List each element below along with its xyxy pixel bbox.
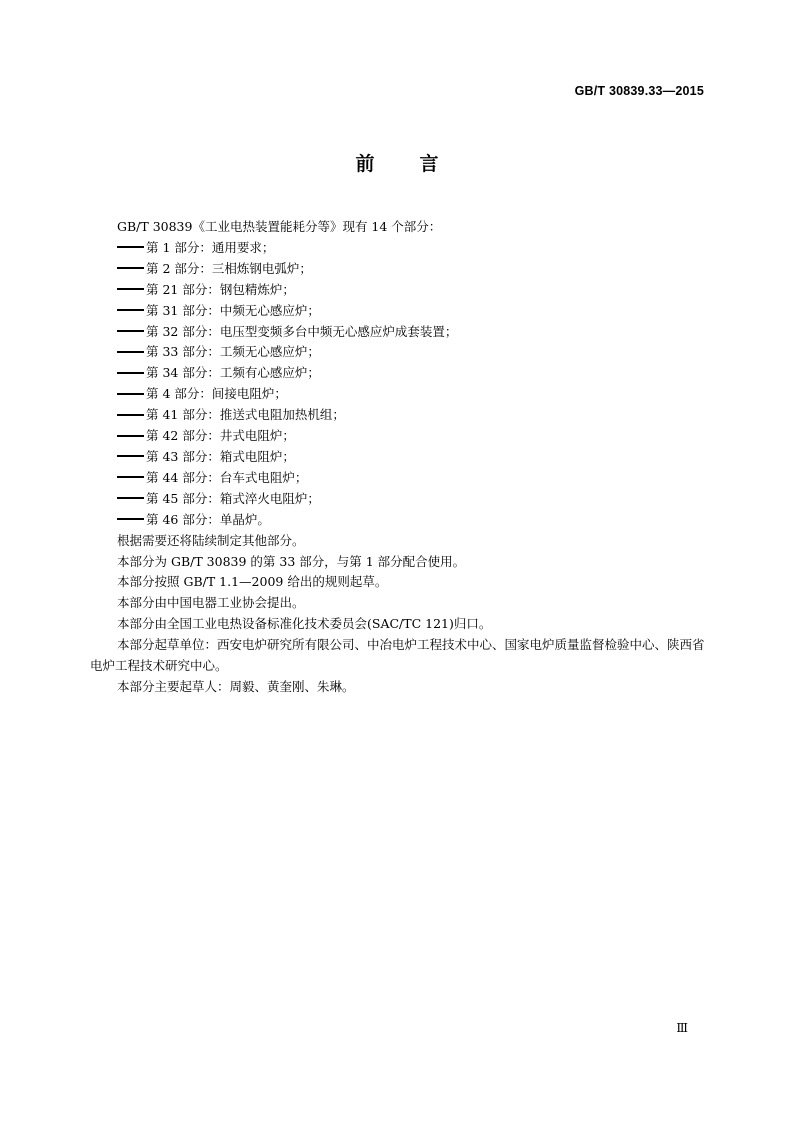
- paragraph-future-parts: 根据需要还将陆续制定其他部分。: [117, 532, 305, 548]
- list-item: 第 1 部分：通用要求；: [90, 238, 706, 259]
- list-item: 第 41 部分：推送式电阻加热机组；: [90, 405, 706, 426]
- list-item: 第 32 部分：电压型变频多台中频无心感应炉成套装置；: [90, 322, 706, 343]
- foreword-body: [90, 217, 706, 698]
- list-item: 第 4 部分：间接电阻炉；: [90, 384, 706, 405]
- paragraph-scope: 本部分为 GB/T 30839 的第 33 部分，与第 1 部分配合使用。: [117, 553, 466, 569]
- dash-bullet: [117, 330, 144, 332]
- list-item: 第 45 部分：箱式淬火电阻炉；: [90, 489, 706, 510]
- dash-bullet: [117, 372, 144, 374]
- intro-paragraph: GB/T 30839《工业电热装置能耗分等》现有 14 个部分：: [117, 219, 442, 234]
- paragraph-drafters: 本部分主要起草人：周毅、黄奎刚、朱琳。: [117, 678, 355, 694]
- paragraph-proposer: 本部分由中国电器工业协会提出。: [117, 595, 305, 611]
- dash-bullet: [117, 476, 144, 478]
- dash-bullet: [117, 393, 144, 395]
- dash-bullet: [117, 518, 144, 520]
- dash-bullet: [117, 455, 144, 457]
- dash-bullet: [117, 309, 144, 311]
- dash-bullet: [117, 435, 144, 437]
- paragraph-drafting-units: 本部分起草单位：西安电炉研究所有限公司、中冶电炉工程技术中心、国家电炉质量监督检验中心、陕西省电炉工程技术研究中心。: [90, 637, 705, 674]
- list-item: 第 34 部分：工频有心感应炉；: [90, 363, 706, 384]
- page-title: 前言: [355, 153, 484, 175]
- dash-bullet: [117, 288, 144, 290]
- dash-bullet: [117, 351, 144, 353]
- dash-bullet: [117, 246, 144, 248]
- standard-code: GB/T 30839.33—2015: [574, 84, 704, 98]
- list-item: 第 44 部分：台车式电阻炉；: [90, 468, 706, 489]
- page-number: Ⅲ: [676, 1021, 688, 1035]
- list-item: 第 2 部分：三相炼钢电弧炉；: [90, 259, 706, 280]
- list-item: 第 46 部分：单晶炉。: [90, 510, 706, 531]
- list-item: 第 43 部分：箱式电阻炉；: [90, 447, 706, 468]
- list-item: 第 31 部分：中频无心感应炉；: [90, 301, 706, 322]
- dash-bullet: [117, 414, 144, 416]
- parts-list: [90, 238, 706, 531]
- dash-bullet: [117, 267, 144, 269]
- list-item: 第 21 部分：钢包精炼炉；: [90, 280, 706, 301]
- dash-bullet: [117, 497, 144, 499]
- list-item: 第 33 部分：工频无心感应炉；: [90, 342, 706, 363]
- list-item: 第 42 部分：井式电阻炉；: [90, 426, 706, 447]
- paragraph-committee: 本部分由全国工业电热设备标准化技术委员会(SAC/TC 121)归口。: [117, 616, 492, 632]
- paragraph-drafting-rules: 本部分按照 GB/T 1.1—2009 给出的规则起草。: [117, 574, 388, 590]
